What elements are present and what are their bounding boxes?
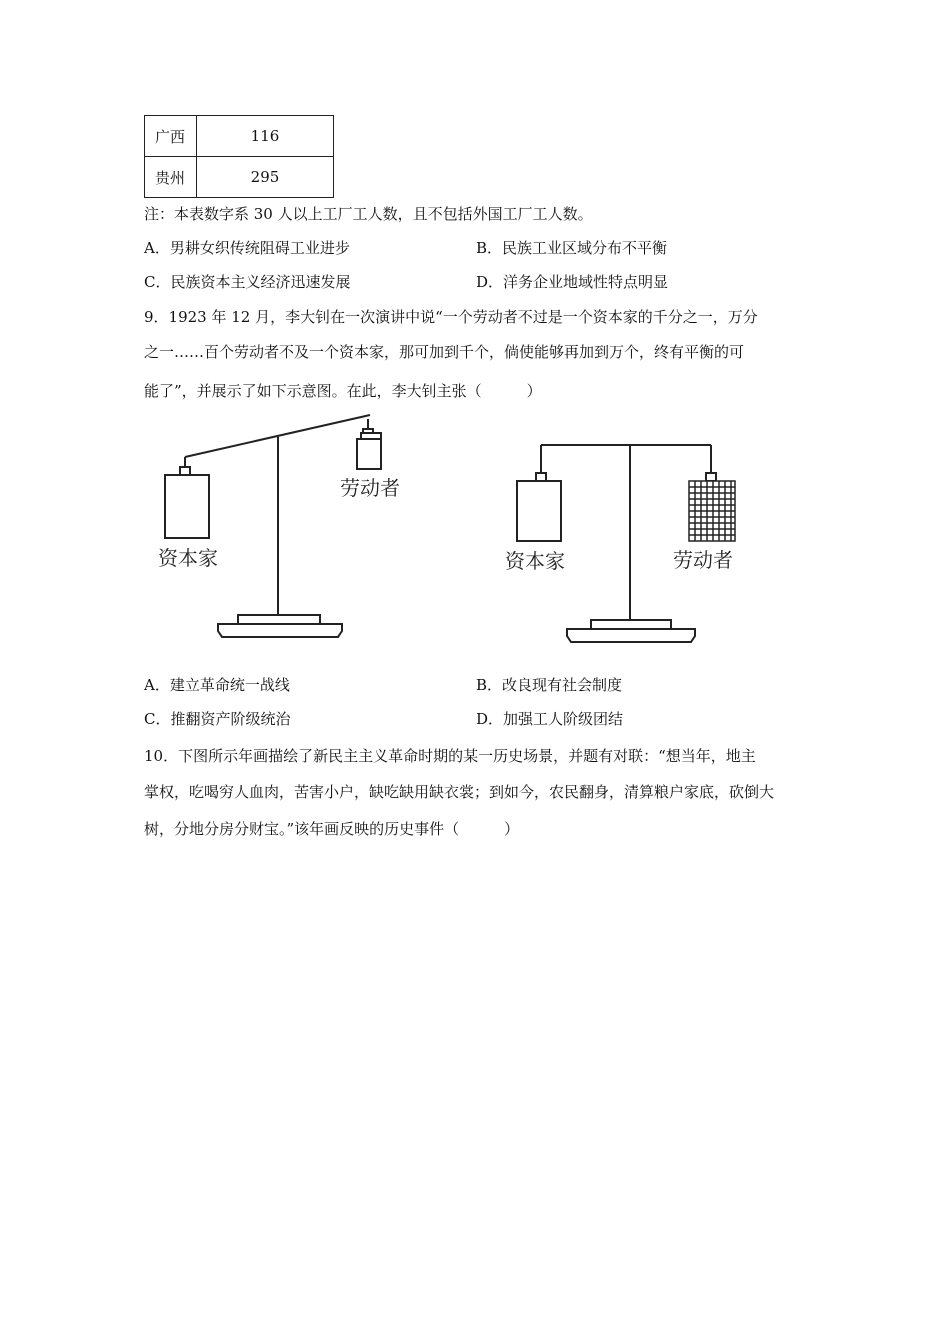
balanced-balance-diagram bbox=[505, 415, 735, 655]
left-capitalist-label: 资本家 bbox=[158, 546, 218, 570]
q8-option-b: B．民族工业区域分布不平衡 bbox=[476, 239, 668, 257]
worker-weight-small bbox=[355, 415, 385, 475]
right-capitalist-label: 资本家 bbox=[505, 549, 565, 573]
weight-connector bbox=[180, 467, 190, 475]
q8-option-c: C．民族资本主义经济迅速发展 bbox=[144, 273, 351, 291]
right-worker-label: 劳动者 bbox=[673, 548, 733, 572]
q9-option-b: B．改良现有社会制度 bbox=[476, 676, 623, 694]
q10-stem-line-2: 掌权，吃喝穷人血肉，苦害小户，缺吃缺用缺衣裳；到如今，农民翻身，清算粮户家底，砍倒大 bbox=[144, 783, 775, 801]
table-cell-province: 贵州 bbox=[145, 157, 197, 198]
q9-stem-line-1: 9．1923 年 12 月，李大钊在一次演讲中说“一个劳动者不过是一个资本家的千分之一，万分 bbox=[144, 308, 758, 326]
balance-base bbox=[218, 624, 342, 637]
table-row bbox=[145, 157, 334, 198]
table-note: 注：本表数字系 30 人以上工厂工人数，且不包括外国工厂工人数。 bbox=[144, 205, 593, 223]
q8-option-a: A．男耕女织传统阻碍工业进步 bbox=[144, 239, 350, 257]
table-cell-value: 295 bbox=[197, 157, 334, 198]
tilted-balance-diagram bbox=[150, 415, 400, 655]
weight-connector bbox=[536, 473, 546, 481]
table-cell-province: 广西 bbox=[145, 116, 197, 157]
balance-base bbox=[567, 629, 695, 642]
q9-stem-line-3: 能了”，并展示了如下示意图。在此，李大钊主张（ ） bbox=[144, 382, 542, 400]
table-cell-value: 116 bbox=[197, 116, 334, 157]
weight-connector bbox=[706, 473, 716, 481]
data-table bbox=[144, 115, 334, 198]
q9-option-a: A．建立革命统一战线 bbox=[144, 676, 290, 694]
q9-stem-line-2: 之一……百个劳动者不及一个资本家，那可加到千个，倘使能够再加到万个，终有平衡的可 bbox=[144, 343, 745, 361]
table-row bbox=[145, 116, 334, 157]
q9-option-c: C．推翻资产阶级统治 bbox=[144, 710, 291, 728]
q9-option-d: D．加强工人阶级团结 bbox=[476, 710, 624, 728]
q10-stem-line-3: 树，分地分房分财宝。”该年画反映的历史事件（ ） bbox=[144, 820, 520, 838]
balance-base-top bbox=[238, 615, 320, 624]
capitalist-weight bbox=[517, 481, 561, 541]
left-worker-label: 劳动者 bbox=[340, 476, 400, 500]
capitalist-weight bbox=[165, 475, 209, 538]
q10-stem-line-1: 10．下图所示年画描绘了新民主主义革命时期的某一历史场景，并题有对联：“想当年，地主 bbox=[144, 747, 756, 765]
q8-option-d: D．洋务企业地域性特点明显 bbox=[476, 273, 669, 291]
many-workers-grid bbox=[689, 481, 735, 541]
balance-base-top bbox=[591, 620, 671, 629]
